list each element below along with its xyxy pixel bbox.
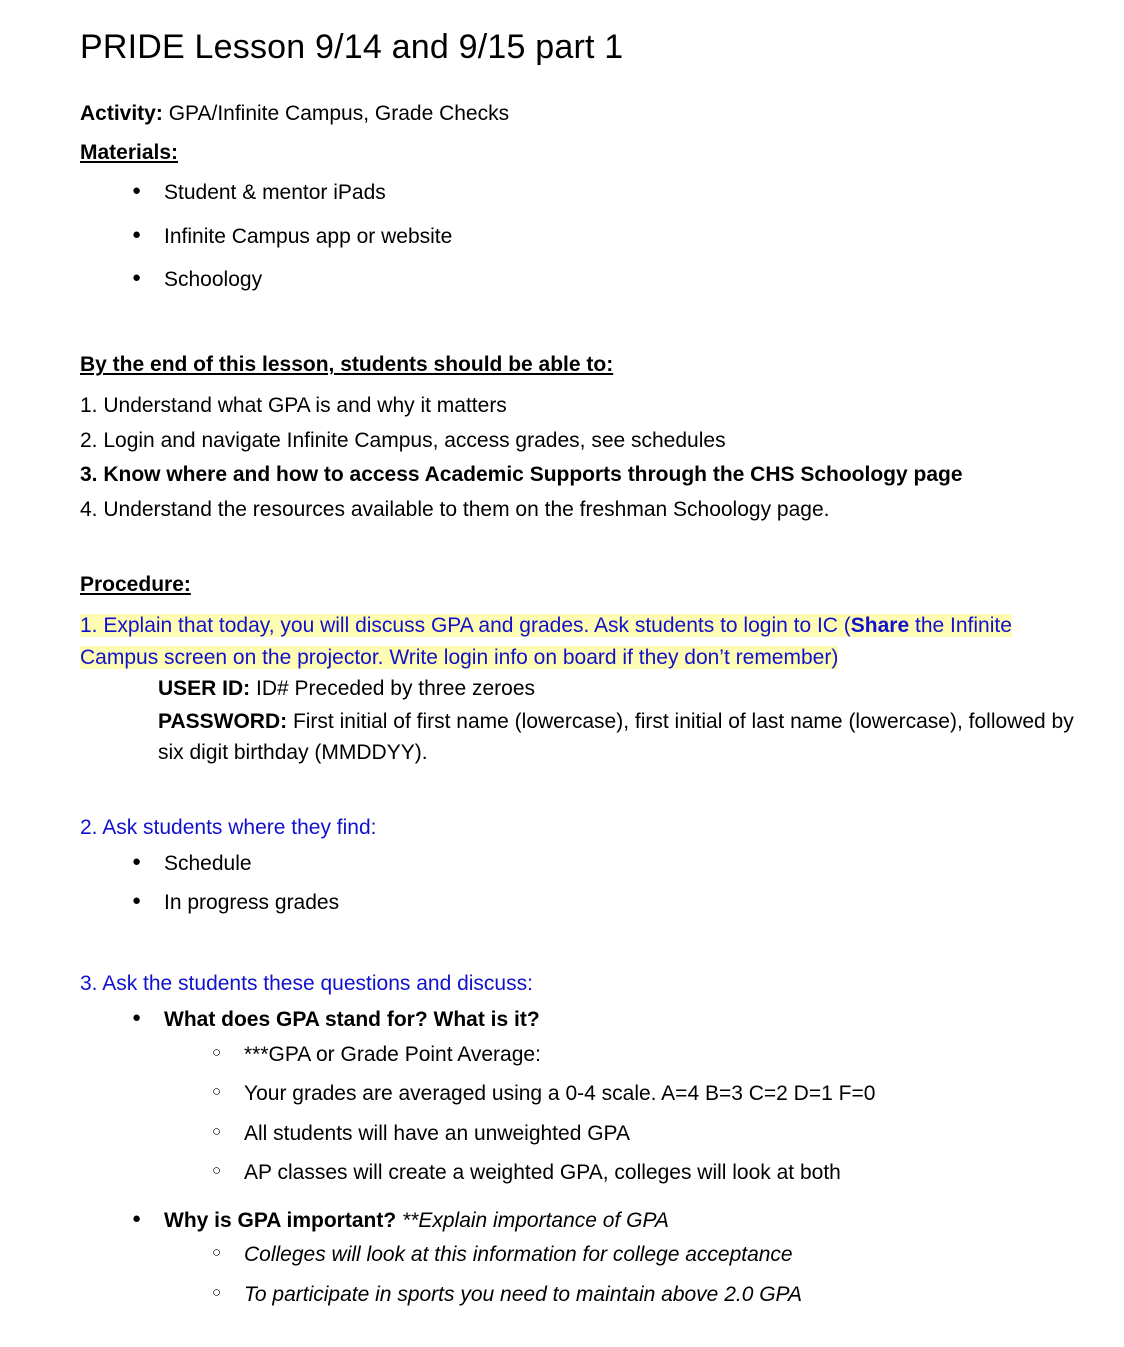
sub-item-label: ***GPA or Grade Point Average:	[244, 1042, 541, 1066]
list-item	[208, 1040, 1088, 1079]
objective-text: Know where and how to access Academic Supports through the CHS Schoology page	[97, 463, 963, 487]
user-id-line	[158, 673, 1088, 706]
password-label: PASSWORD:	[158, 709, 288, 733]
step1-share-bold: Share	[850, 614, 910, 638]
sub-item-label: All students will have an unweighted GPA	[244, 1121, 630, 1145]
spacer	[80, 926, 1088, 952]
objective-number: 2.	[80, 428, 98, 452]
procedure-step-1	[80, 610, 1088, 673]
user-id-label: USER ID:	[158, 677, 251, 701]
sub-item-label: Your grades are averaged using a 0-4 scale. A=4 B=3 C=2 D=1 F=0	[244, 1082, 876, 1106]
spacer	[80, 796, 1088, 812]
objective-number: 4.	[80, 497, 98, 521]
password-line	[158, 706, 1088, 770]
list-item	[80, 494, 1088, 529]
step2-list	[80, 849, 1088, 926]
spacer	[80, 528, 1088, 554]
list-item	[208, 1119, 1088, 1158]
step2-item-label: In progress grades	[164, 890, 340, 914]
activity-line	[80, 99, 1088, 129]
material-item-label: Schoology	[164, 268, 263, 291]
question-1-label: What does GPA stand for? What is it?	[164, 1008, 540, 1032]
question-1-sublist	[164, 1040, 1088, 1198]
list-item	[128, 222, 1088, 265]
objective-text: Understand the resources available to them on the freshman Schoology page.	[97, 497, 830, 521]
sub-item-label: AP classes will create a weighted GPA, colleges will look at both	[244, 1161, 841, 1185]
list-item	[80, 425, 1088, 460]
objectives-list	[80, 390, 1088, 528]
spacer	[80, 770, 1088, 796]
spacer	[80, 554, 1088, 570]
list-item	[128, 849, 1088, 887]
list-item	[80, 459, 1088, 494]
procedure-step-3: 3. Ask the students these questions and discuss:	[80, 971, 533, 995]
objectives-heading-text: By the end of this lesson, students should be able to:	[80, 353, 614, 377]
spacer	[80, 308, 1088, 334]
spacer	[80, 334, 1088, 350]
procedure-heading	[80, 570, 1088, 600]
password-text: First initial of first name (lowercase), first initial of last name (lowercase), followed by six digit birthday (MMDDYY).	[158, 709, 1074, 765]
list-item	[208, 1280, 1088, 1319]
list-item	[208, 1240, 1088, 1279]
objective-number: 3.	[80, 463, 98, 487]
page-title: PRIDE Lesson 9/14 and 9/15 part 1	[80, 28, 624, 66]
step1-part2: the Infinite Campus screen on the projector. Write login info on board if they don’t remember)	[80, 614, 1012, 669]
list-item	[80, 390, 1088, 425]
procedure-heading-text: Procedure:	[80, 573, 191, 597]
list-item	[128, 265, 1088, 308]
list-item	[128, 178, 1088, 221]
sub-item-label: To participate in sports you need to maintain above 2.0 GPA	[244, 1282, 803, 1306]
materials-heading-text: Materials:	[80, 141, 179, 165]
list-item	[128, 1206, 1088, 1327]
procedure-step-2: 2. Ask students where they find:	[80, 815, 377, 839]
material-item-label: Student & mentor iPads	[164, 181, 386, 205]
list-item	[208, 1158, 1088, 1197]
user-id-text: ID# Preceded by three zeroes	[250, 677, 536, 701]
spacer	[80, 69, 1088, 99]
list-item	[128, 1005, 1088, 1205]
objective-text: Login and navigate Infinite Campus, access grades, see schedules	[97, 428, 726, 452]
activity-text: GPA/Infinite Campus, Grade Checks	[162, 101, 510, 125]
objective-text: Understand what GPA is and why it matters	[97, 394, 507, 418]
step3-list	[80, 1005, 1088, 1327]
sub-item-label: Colleges will look at this information for college acceptance	[244, 1243, 793, 1267]
list-item	[208, 1079, 1088, 1118]
objective-number: 1.	[80, 394, 98, 418]
activity-label: Activity:	[80, 101, 163, 125]
question-2-label: Why is GPA important?	[164, 1208, 397, 1232]
login-info-block	[80, 673, 1088, 770]
highlighted-text	[80, 614, 1012, 669]
objectives-heading	[80, 350, 1088, 380]
list-item	[128, 888, 1088, 926]
question-2-note: **Explain importance of GPA	[396, 1208, 669, 1232]
material-item-label: Infinite Campus app or website	[164, 224, 453, 248]
materials-heading	[80, 138, 1088, 168]
step2-item-label: Schedule	[164, 852, 252, 876]
step1-part1: 1. Explain that today, you will discuss GPA and grades. Ask students to login to IC (	[80, 614, 851, 638]
spacer	[80, 952, 1088, 968]
materials-list	[80, 178, 1088, 308]
